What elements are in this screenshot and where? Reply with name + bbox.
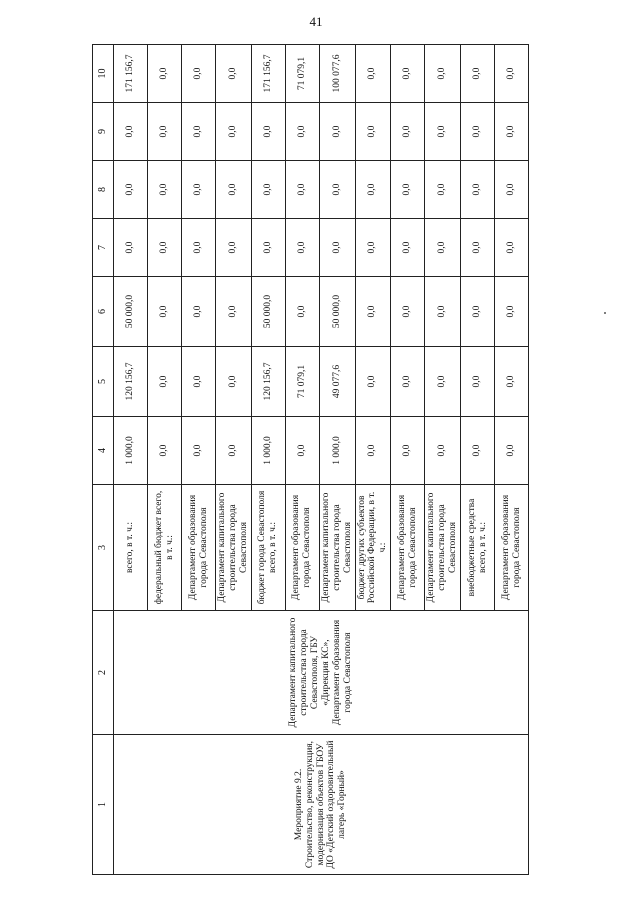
value-cell-10: 0,0 <box>425 45 461 103</box>
value-cell-7: 0,0 <box>148 219 182 277</box>
value-cell-8: 0,0 <box>495 161 529 219</box>
value-cell-10: 0,0 <box>148 45 182 103</box>
funding-source-cell: внебюджетные средства всего, в т. ч.: <box>461 485 495 611</box>
value-cell-8: 0,0 <box>355 161 391 219</box>
funding-source-cell: бюджет других субъектов Российской Федерации, в т. ч.: <box>355 485 391 611</box>
value-cell-8: 0,0 <box>285 161 319 219</box>
value-cell-7: 0,0 <box>355 219 391 277</box>
value-cell-10: 0,0 <box>391 45 425 103</box>
value-cell-7: 0,0 <box>391 219 425 277</box>
value-cell-4: 0,0 <box>461 417 495 485</box>
value-cell-8: 0,0 <box>391 161 425 219</box>
value-cell-7: 0,0 <box>495 219 529 277</box>
value-cell-4: 0,0 <box>495 417 529 485</box>
value-cell-5: 49 077,6 <box>319 347 355 417</box>
value-cell-7: 0,0 <box>285 219 319 277</box>
value-cell-4: 0,0 <box>148 417 182 485</box>
value-cell-5: 0,0 <box>148 347 182 417</box>
value-cell-10: 100 077,6 <box>319 45 355 103</box>
value-cell-4: 0,0 <box>425 417 461 485</box>
funding-source-cell: бюджет города Севастополя всего, в т. ч.: <box>251 485 285 611</box>
value-cell-10: 0,0 <box>355 45 391 103</box>
rotated-table-container <box>92 45 527 875</box>
value-cell-6: 0,0 <box>495 277 529 347</box>
funding-source-cell: Департамент образования города Севастополя <box>285 485 319 611</box>
value-cell-10: 71 079,1 <box>285 45 319 103</box>
header-cell-3: 3 <box>93 485 114 611</box>
funding-source-cell: Департамент капитального строительства города Севастополя <box>425 485 461 611</box>
value-cell-10: 0,0 <box>216 45 252 103</box>
value-cell-9: 0,0 <box>495 103 529 161</box>
value-cell-10: 0,0 <box>182 45 216 103</box>
value-cell-7: 0,0 <box>114 219 148 277</box>
value-cell-8: 0,0 <box>251 161 285 219</box>
value-cell-9: 0,0 <box>251 103 285 161</box>
value-cell-8: 0,0 <box>216 161 252 219</box>
value-cell-4: 0,0 <box>216 417 252 485</box>
value-cell-7: 0,0 <box>461 219 495 277</box>
value-cell-4: 1 000,0 <box>319 417 355 485</box>
value-cell-8: 0,0 <box>114 161 148 219</box>
value-cell-5: 0,0 <box>425 347 461 417</box>
value-cell-4: 0,0 <box>285 417 319 485</box>
header-cell-1: 1 <box>93 735 114 875</box>
value-cell-6: 0,0 <box>355 277 391 347</box>
funding-source-cell: Департамент образования города Севастополя <box>182 485 216 611</box>
header-cell-10: 10 <box>93 45 114 103</box>
executors-cell: Департамент капитального строительства города Севастополя, ГБУ «Дирекция КС», Департамент образования города Севастополя <box>114 611 529 735</box>
value-cell-8: 0,0 <box>148 161 182 219</box>
header-cell-4: 4 <box>93 417 114 485</box>
value-cell-6: 50 000,0 <box>114 277 148 347</box>
value-cell-9: 0,0 <box>391 103 425 161</box>
value-cell-6: 0,0 <box>425 277 461 347</box>
value-cell-9: 0,0 <box>355 103 391 161</box>
value-cell-6: 0,0 <box>148 277 182 347</box>
value-cell-5: 120 156,7 <box>251 347 285 417</box>
value-cell-7: 0,0 <box>319 219 355 277</box>
value-cell-9: 0,0 <box>461 103 495 161</box>
value-cell-6: 0,0 <box>391 277 425 347</box>
value-cell-6: 50 000,0 <box>319 277 355 347</box>
budget-table <box>92 44 529 875</box>
value-cell-10: 0,0 <box>495 45 529 103</box>
value-cell-5: 0,0 <box>355 347 391 417</box>
value-cell-5: 0,0 <box>495 347 529 417</box>
scan-speck <box>604 312 606 314</box>
value-cell-9: 0,0 <box>148 103 182 161</box>
value-cell-8: 0,0 <box>461 161 495 219</box>
value-cell-4: 0,0 <box>391 417 425 485</box>
value-cell-5: 0,0 <box>216 347 252 417</box>
value-cell-10: 0,0 <box>461 45 495 103</box>
value-cell-4: 1 000,0 <box>251 417 285 485</box>
value-cell-8: 0,0 <box>182 161 216 219</box>
value-cell-5: 0,0 <box>391 347 425 417</box>
header-cell-9: 9 <box>93 103 114 161</box>
value-cell-10: 171 156,7 <box>251 45 285 103</box>
header-cell-8: 8 <box>93 161 114 219</box>
value-cell-9: 0,0 <box>285 103 319 161</box>
value-cell-6: 0,0 <box>182 277 216 347</box>
value-cell-5: 120 156,7 <box>114 347 148 417</box>
funding-source-cell: Департамент капитального строительства города Севастополя <box>216 485 252 611</box>
header-row <box>93 45 114 875</box>
value-cell-9: 0,0 <box>182 103 216 161</box>
value-cell-7: 0,0 <box>182 219 216 277</box>
page-number: 41 <box>309 14 323 29</box>
header-cell-6: 6 <box>93 277 114 347</box>
value-cell-6: 0,0 <box>285 277 319 347</box>
header-cell-5: 5 <box>93 347 114 417</box>
value-cell-6: 0,0 <box>216 277 252 347</box>
funding-source-cell: Департамент капитального строительства города Севастополя <box>319 485 355 611</box>
value-cell-9: 0,0 <box>216 103 252 161</box>
value-cell-4: 0,0 <box>355 417 391 485</box>
value-cell-9: 0,0 <box>425 103 461 161</box>
value-cell-6: 50 000,0 <box>251 277 285 347</box>
header-cell-7: 7 <box>93 219 114 277</box>
value-cell-6: 0,0 <box>461 277 495 347</box>
value-cell-4: 0,0 <box>182 417 216 485</box>
header-cell-2: 2 <box>93 611 114 735</box>
value-cell-7: 0,0 <box>216 219 252 277</box>
value-cell-8: 0,0 <box>319 161 355 219</box>
value-cell-4: 1 000,0 <box>114 417 148 485</box>
funding-source-cell: федеральный бюджет всего, в т. ч.: <box>148 485 182 611</box>
value-cell-8: 0,0 <box>425 161 461 219</box>
value-cell-10: 171 156,7 <box>114 45 148 103</box>
table-body <box>93 45 529 875</box>
value-cell-5: 71 079,1 <box>285 347 319 417</box>
value-cell-5: 0,0 <box>461 347 495 417</box>
table-row <box>114 45 148 875</box>
value-cell-9: 0,0 <box>319 103 355 161</box>
activity-cell: Мероприятие 9.2. Строительство, реконструкция, модернизация объектов ГБОУ ДО «Детский оздоровительный лагерь «Горный» <box>114 735 529 875</box>
value-cell-5: 0,0 <box>182 347 216 417</box>
funding-source-cell: всего, в т. ч.: <box>114 485 148 611</box>
value-cell-7: 0,0 <box>251 219 285 277</box>
funding-source-cell: Департамент образования города Севастополя <box>391 485 425 611</box>
funding-source-cell: Департамент образования города Севастополя <box>495 485 529 611</box>
value-cell-9: 0,0 <box>114 103 148 161</box>
value-cell-7: 0,0 <box>425 219 461 277</box>
